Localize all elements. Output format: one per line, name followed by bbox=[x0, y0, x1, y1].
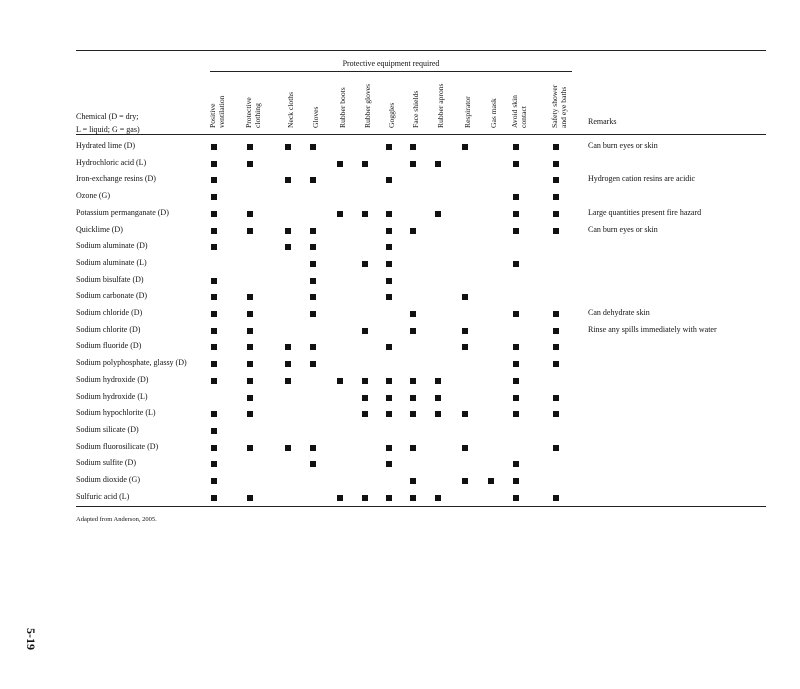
equipment-required-mark bbox=[553, 311, 559, 317]
chemical-header-line1: Chemical (D = dry; bbox=[76, 112, 139, 121]
column-header-protective-clothing bbox=[244, 97, 262, 128]
equipment-required-mark bbox=[553, 344, 559, 350]
equipment-required-mark bbox=[513, 194, 519, 200]
equipment-required-mark bbox=[285, 344, 291, 350]
equipment-required-mark bbox=[435, 378, 441, 384]
column-header-positive-ventilation bbox=[208, 96, 226, 128]
equipment-required-mark bbox=[211, 211, 217, 217]
equipment-required-mark bbox=[386, 378, 392, 384]
equipment-required-mark bbox=[247, 294, 253, 300]
equipment-required-mark bbox=[211, 144, 217, 150]
equipment-required-mark bbox=[513, 495, 519, 501]
equipment-required-mark bbox=[386, 244, 392, 250]
equipment-required-mark bbox=[211, 161, 217, 167]
equipment-required-mark bbox=[553, 445, 559, 451]
equipment-required-mark bbox=[386, 177, 392, 183]
equipment-required-mark bbox=[553, 177, 559, 183]
equipment-required-mark bbox=[362, 395, 368, 401]
equipment-required-mark bbox=[553, 411, 559, 417]
equipment-required-mark bbox=[337, 211, 343, 217]
equipment-required-mark bbox=[386, 461, 392, 467]
equipment-required-mark bbox=[247, 495, 253, 501]
equipment-required-mark bbox=[211, 244, 217, 250]
equipment-required-mark bbox=[285, 144, 291, 150]
equipment-required-mark bbox=[247, 361, 253, 367]
remark-text: Hydrogen cation resins are acidic bbox=[588, 174, 696, 184]
equipment-required-mark bbox=[513, 261, 519, 267]
equipment-required-mark bbox=[513, 161, 519, 167]
equipment-required-mark bbox=[410, 478, 416, 484]
equipment-required-mark bbox=[362, 211, 368, 217]
chemical-name: Sodium fluorosilicate (D) bbox=[76, 441, 159, 451]
column-header-line1: Face shields bbox=[411, 90, 420, 128]
chemical-name: Sodium dioxide (G) bbox=[76, 475, 140, 484]
column-header-gas-mask bbox=[489, 98, 498, 128]
equipment-required-mark bbox=[410, 445, 416, 451]
column-header-line2: clothing bbox=[253, 103, 262, 128]
equipment-required-mark bbox=[410, 228, 416, 234]
equipment-required-mark bbox=[410, 411, 416, 417]
remark-text: Can burn eyes or skin bbox=[588, 224, 658, 234]
equipment-required-mark bbox=[553, 495, 559, 501]
column-header-goggles bbox=[387, 103, 396, 128]
equipment-required-mark bbox=[513, 411, 519, 417]
equipment-required-mark bbox=[513, 461, 519, 467]
column-header-avoid-skin-contact bbox=[510, 95, 528, 128]
equipment-required-mark bbox=[285, 361, 291, 367]
chemical-header-line2: L = liquid; G = gas) bbox=[76, 125, 140, 134]
chemical-name: Sodium bisulfate (D) bbox=[76, 274, 144, 284]
column-header-face-shields bbox=[411, 91, 420, 128]
equipment-required-mark bbox=[211, 411, 217, 417]
equipment-required-mark bbox=[488, 478, 494, 484]
equipment-required-mark bbox=[285, 228, 291, 234]
equipment-required-mark bbox=[310, 228, 316, 234]
equipment-required-mark bbox=[462, 478, 468, 484]
equipment-required-mark bbox=[337, 495, 343, 501]
table-bottom-rule bbox=[76, 506, 766, 507]
equipment-required-mark bbox=[410, 395, 416, 401]
equipment-required-mark bbox=[386, 344, 392, 350]
equipment-required-mark bbox=[553, 361, 559, 367]
equipment-required-mark bbox=[310, 144, 316, 150]
equipment-required-mark bbox=[310, 278, 316, 284]
chemical-name: Potassium permanganate (D) bbox=[76, 207, 169, 217]
equipment-required-mark bbox=[247, 144, 253, 150]
equipment-required-mark bbox=[310, 461, 316, 467]
equipment-required-mark bbox=[247, 395, 253, 401]
chemical-name: Sodium aluminate (L) bbox=[76, 257, 147, 267]
equipment-required-mark bbox=[247, 328, 253, 334]
equipment-required-mark bbox=[386, 278, 392, 284]
equipment-required-mark bbox=[247, 211, 253, 217]
equipment-required-mark bbox=[386, 395, 392, 401]
table-top-rule bbox=[76, 50, 766, 51]
group-title-rule bbox=[210, 71, 572, 72]
chemical-name: Sodium hydroxide (D) bbox=[76, 374, 149, 384]
column-header-line2: contact bbox=[519, 106, 528, 128]
equipment-required-mark bbox=[386, 261, 392, 267]
equipment-required-mark bbox=[513, 311, 519, 317]
equipment-required-mark bbox=[211, 294, 217, 300]
equipment-required-mark bbox=[410, 144, 416, 150]
equipment-required-mark bbox=[410, 311, 416, 317]
equipment-required-mark bbox=[310, 261, 316, 267]
equipment-required-mark bbox=[513, 344, 519, 350]
equipment-required-mark bbox=[386, 495, 392, 501]
equipment-required-mark bbox=[362, 411, 368, 417]
equipment-required-mark bbox=[247, 344, 253, 350]
chemical-name: Sodium aluminate (D) bbox=[76, 241, 148, 251]
column-header-line1: Neck cloths bbox=[286, 91, 295, 128]
equipment-required-mark bbox=[362, 261, 368, 267]
chemical-name: Ozone (G) bbox=[76, 191, 110, 201]
equipment-required-mark bbox=[337, 378, 343, 384]
equipment-required-mark bbox=[410, 328, 416, 334]
column-header-line1: Gloves bbox=[311, 106, 320, 128]
chemical-name: Sulfuric acid (L) bbox=[76, 491, 130, 501]
chemical-name: Quicklime (D) bbox=[76, 224, 123, 234]
equipment-required-mark bbox=[462, 294, 468, 300]
column-header-safety-shower-and-eye-baths bbox=[550, 85, 568, 128]
column-header-line1: Goggles bbox=[387, 102, 396, 128]
chemical-name: Sodium hypochlorite (L) bbox=[76, 408, 156, 418]
equipment-required-mark bbox=[386, 228, 392, 234]
chemical-name: Sodium polyphosphate, glassy (D) bbox=[76, 358, 187, 368]
chemical-name: Iron-exchange resins (D) bbox=[76, 174, 156, 184]
equipment-required-mark bbox=[513, 478, 519, 484]
equipment-required-mark bbox=[211, 278, 217, 284]
equipment-required-mark bbox=[553, 211, 559, 217]
equipment-required-mark bbox=[211, 495, 217, 501]
equipment-required-mark bbox=[462, 144, 468, 150]
equipment-required-mark bbox=[513, 211, 519, 217]
equipment-required-mark bbox=[310, 177, 316, 183]
chemical-name: Sodium sulfite (D) bbox=[76, 458, 136, 468]
page-number: 5-19 bbox=[24, 628, 38, 650]
chemical-name: Sodium carbonate (D) bbox=[76, 291, 148, 301]
equipment-required-mark bbox=[211, 177, 217, 183]
equipment-required-mark bbox=[410, 161, 416, 167]
chemical-column-header bbox=[76, 110, 216, 136]
column-header-line1: Rubber aprons bbox=[436, 83, 445, 128]
remark-text: Can burn eyes or skin bbox=[588, 141, 658, 150]
equipment-required-mark bbox=[553, 194, 559, 200]
equipment-required-mark bbox=[513, 378, 519, 384]
equipment-required-mark bbox=[362, 328, 368, 334]
equipment-required-mark bbox=[362, 378, 368, 384]
equipment-required-mark bbox=[362, 495, 368, 501]
equipment-required-mark bbox=[410, 378, 416, 384]
equipment-required-mark bbox=[553, 144, 559, 150]
equipment-required-mark bbox=[337, 161, 343, 167]
chemical-name: Sodium chlorite (D) bbox=[76, 324, 141, 334]
equipment-required-mark bbox=[247, 411, 253, 417]
equipment-required-mark bbox=[285, 177, 291, 183]
equipment-required-mark bbox=[513, 228, 519, 234]
equipment-required-mark bbox=[247, 378, 253, 384]
equipment-required-mark bbox=[211, 228, 217, 234]
equipment-required-mark bbox=[310, 361, 316, 367]
equipment-required-mark bbox=[285, 445, 291, 451]
equipment-required-mark bbox=[211, 328, 217, 334]
equipment-required-mark bbox=[310, 311, 316, 317]
chemical-name: Sodium fluoride (D) bbox=[76, 341, 142, 351]
equipment-required-mark bbox=[285, 244, 291, 250]
equipment-required-mark bbox=[211, 461, 217, 467]
equipment-required-mark bbox=[362, 161, 368, 167]
equipment-required-mark bbox=[435, 161, 441, 167]
column-header-rubber-aprons bbox=[436, 84, 445, 129]
equipment-required-mark bbox=[211, 361, 217, 367]
equipment-required-mark bbox=[211, 194, 217, 200]
equipment-required-mark bbox=[435, 211, 441, 217]
equipment-required-mark bbox=[386, 294, 392, 300]
chemical-name: Sodium hydroxide (L) bbox=[76, 391, 148, 401]
equipment-required-mark bbox=[211, 478, 217, 484]
equipment-required-mark bbox=[435, 395, 441, 401]
column-header-line1: Respirator bbox=[463, 96, 472, 128]
column-header-rubber-gloves bbox=[363, 84, 372, 128]
chemical-name: Sodium chloride (D) bbox=[76, 308, 143, 317]
column-header-line1: Rubber boots bbox=[338, 87, 347, 128]
equipment-required-mark bbox=[247, 161, 253, 167]
equipment-required-mark bbox=[211, 344, 217, 350]
column-header-line1: Rubber gloves bbox=[363, 83, 372, 128]
chemical-name: Hydrochloric acid (L) bbox=[76, 157, 147, 167]
group-title: Protective equipment required bbox=[342, 59, 440, 68]
equipment-required-mark bbox=[386, 411, 392, 417]
column-header-neck-cloths bbox=[286, 92, 295, 128]
equipment-required-mark bbox=[310, 294, 316, 300]
equipment-required-mark bbox=[247, 228, 253, 234]
source-note: Adapted from Anderson, 2005. bbox=[76, 516, 157, 523]
equipment-required-mark bbox=[211, 311, 217, 317]
equipment-required-mark bbox=[513, 361, 519, 367]
remarks-column-header: Remarks bbox=[588, 117, 617, 126]
equipment-required-mark bbox=[386, 445, 392, 451]
column-header-line1: Avoid skin bbox=[510, 95, 519, 128]
column-header-gloves bbox=[311, 106, 320, 128]
equipment-required-mark bbox=[386, 211, 392, 217]
column-header-line1: Gas mask bbox=[489, 98, 498, 128]
column-header-line1: Protective bbox=[244, 97, 253, 128]
equipment-required-mark bbox=[410, 495, 416, 501]
equipment-required-mark bbox=[247, 445, 253, 451]
equipment-required-mark bbox=[310, 244, 316, 250]
equipment-required-mark bbox=[462, 445, 468, 451]
equipment-required-mark bbox=[553, 328, 559, 334]
equipment-required-mark bbox=[247, 311, 253, 317]
column-header-respirator bbox=[463, 96, 472, 128]
chemical-name: Hydrated lime (D) bbox=[76, 141, 136, 150]
equipment-required-mark bbox=[386, 144, 392, 150]
column-header-rubber-boots bbox=[338, 87, 347, 128]
remark-text: Large quantities present fire hazard bbox=[588, 207, 702, 217]
equipment-required-mark bbox=[513, 395, 519, 401]
equipment-required-mark bbox=[553, 395, 559, 401]
header-bottom-rule bbox=[76, 134, 766, 135]
equipment-required-mark bbox=[285, 378, 291, 384]
column-header-line2: ventilation bbox=[217, 95, 226, 128]
column-header-line1: Positive bbox=[208, 103, 217, 128]
chemical-name: Sodium silicate (D) bbox=[76, 424, 139, 434]
equipment-required-mark bbox=[462, 411, 468, 417]
column-header-line1: Safety shower bbox=[550, 84, 559, 128]
equipment-required-mark bbox=[310, 445, 316, 451]
remark-text: Can dehydrate skin bbox=[588, 308, 650, 317]
equipment-required-mark bbox=[462, 344, 468, 350]
equipment-required-mark bbox=[513, 144, 519, 150]
equipment-required-mark bbox=[435, 495, 441, 501]
equipment-required-mark bbox=[310, 344, 316, 350]
equipment-required-mark bbox=[435, 411, 441, 417]
equipment-required-mark bbox=[211, 428, 217, 434]
remark-text: Rinse any spills immediately with water bbox=[588, 324, 717, 334]
equipment-required-mark bbox=[553, 228, 559, 234]
equipment-required-mark bbox=[211, 378, 217, 384]
column-header-line2: and eye baths bbox=[559, 86, 568, 128]
equipment-required-mark bbox=[211, 445, 217, 451]
equipment-required-mark bbox=[553, 161, 559, 167]
equipment-required-mark bbox=[462, 328, 468, 334]
